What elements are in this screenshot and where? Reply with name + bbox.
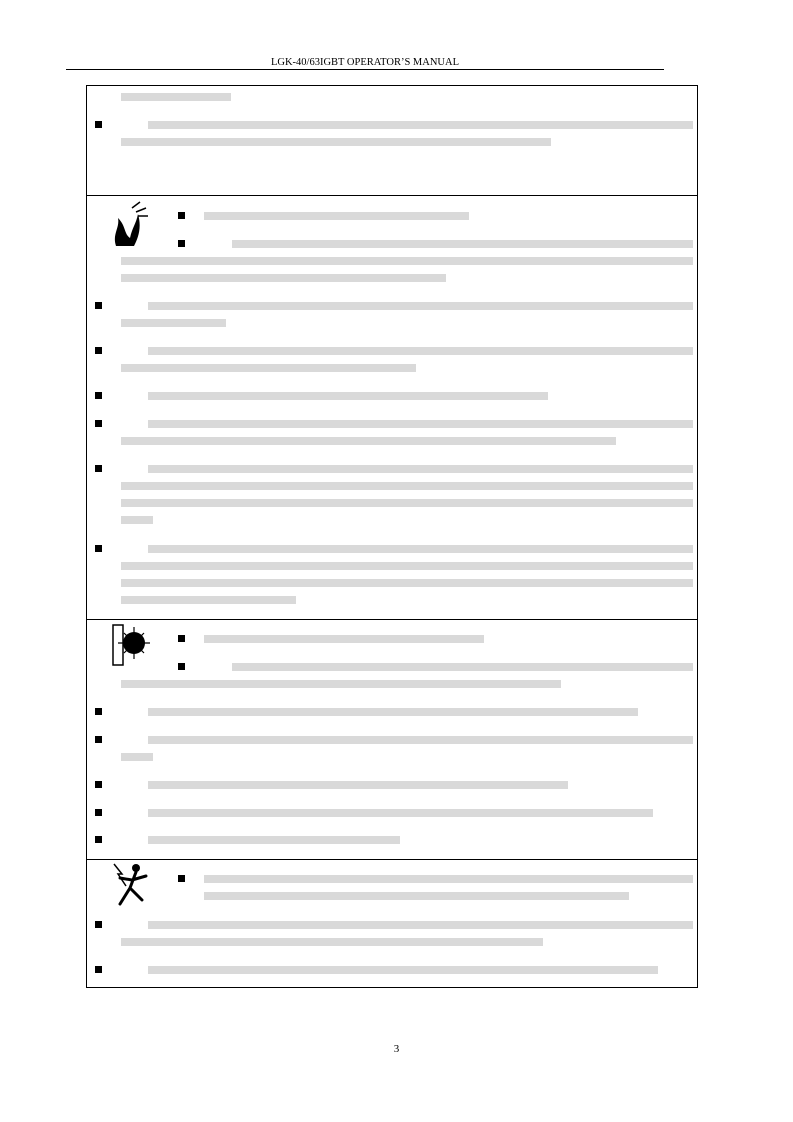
bullet-icon [178, 240, 185, 247]
bullet-icon [178, 663, 185, 670]
text-placeholder [121, 579, 693, 587]
text-placeholder [121, 680, 561, 688]
text-placeholder [204, 635, 484, 643]
text-placeholder [121, 93, 231, 101]
section-divider [87, 619, 697, 620]
text-placeholder [121, 499, 693, 507]
bullet-icon [95, 966, 102, 973]
text-placeholder [121, 596, 296, 604]
text-placeholder [148, 708, 638, 716]
text-placeholder [121, 938, 543, 946]
text-placeholder [204, 892, 629, 900]
text-placeholder [148, 347, 693, 355]
text-placeholder [121, 562, 693, 570]
text-placeholder [121, 753, 153, 761]
cylinder-explosion-icon [110, 621, 150, 669]
text-placeholder [121, 138, 551, 146]
page-number: 3 [393, 1043, 400, 1055]
bullet-icon [178, 635, 185, 642]
bullet-icon [178, 875, 185, 882]
text-placeholder [148, 966, 658, 974]
text-placeholder [204, 212, 469, 220]
bullet-icon [95, 809, 102, 816]
bullet-icon [95, 545, 102, 552]
bullet-icon [95, 121, 102, 128]
text-placeholder [121, 364, 416, 372]
text-placeholder [232, 240, 693, 248]
text-placeholder [121, 319, 226, 327]
text-placeholder [232, 663, 693, 671]
bullet-icon [95, 781, 102, 788]
fire-hazard-icon [108, 198, 152, 248]
section-divider [87, 195, 697, 196]
bullet-icon [95, 347, 102, 354]
bullet-icon [178, 212, 185, 219]
running-header: LGK-40/63IGBT OPERATOR’S MANUAL [66, 56, 664, 70]
text-placeholder [121, 257, 693, 265]
text-placeholder [148, 736, 693, 744]
electric-shock-icon [112, 860, 152, 906]
bullet-icon [95, 836, 102, 843]
text-placeholder [121, 274, 446, 282]
bullet-icon [95, 465, 102, 472]
text-placeholder [148, 809, 653, 817]
text-placeholder [121, 482, 693, 490]
section-grid [86, 85, 698, 988]
text-placeholder [148, 836, 400, 844]
text-placeholder [148, 302, 693, 310]
bullet-icon [95, 736, 102, 743]
text-placeholder [204, 875, 693, 883]
text-placeholder [121, 516, 153, 524]
text-placeholder [148, 420, 693, 428]
text-placeholder [148, 121, 693, 129]
text-placeholder [121, 437, 616, 445]
text-placeholder [148, 781, 568, 789]
text-placeholder [148, 392, 548, 400]
bullet-icon [95, 921, 102, 928]
bullet-icon [95, 302, 102, 309]
text-placeholder [148, 921, 693, 929]
text-placeholder [148, 545, 693, 553]
text-placeholder [148, 465, 693, 473]
bullet-icon [95, 392, 102, 399]
bullet-icon [95, 708, 102, 715]
bullet-icon [95, 420, 102, 427]
section-divider [87, 859, 697, 860]
